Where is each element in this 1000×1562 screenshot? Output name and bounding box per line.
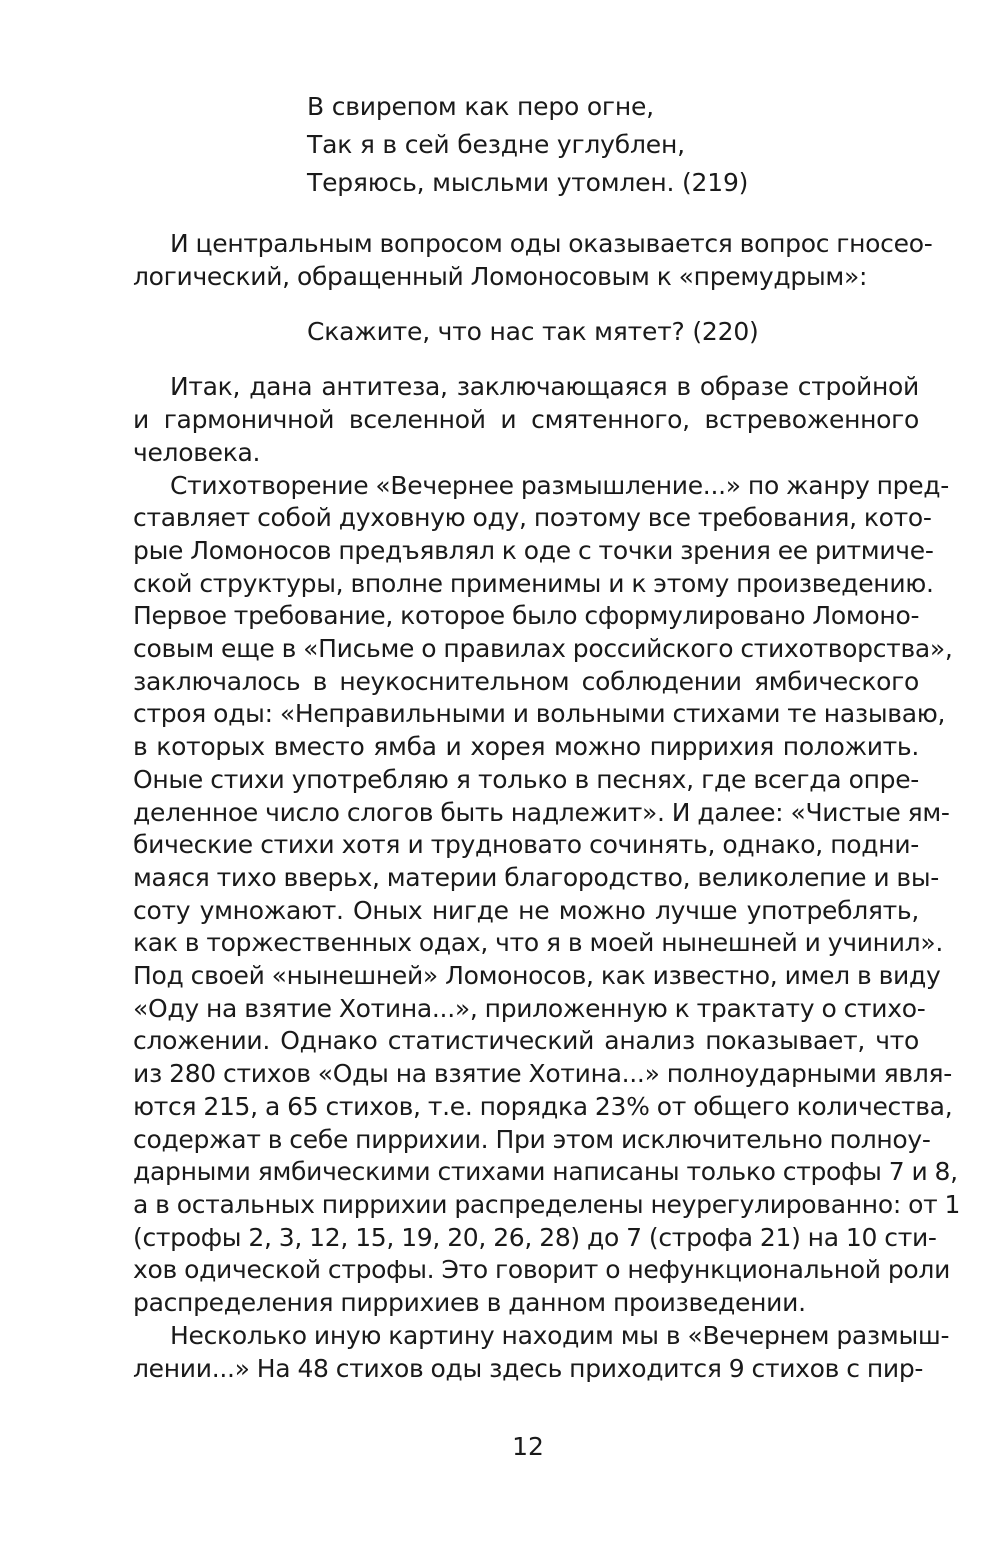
- verse-line: В свирепом как перо огне,: [307, 92, 654, 121]
- text-line: распределения пиррихиев в данном произведении.: [133, 1288, 806, 1318]
- text-line: как в торжественных одах, что я в моей нынешней и учинил».: [133, 928, 943, 958]
- text-line: Первое требование, которое было сформулировано Ломоно-: [133, 601, 920, 631]
- text-line: маяся тихо вверьх, материи благородство, великолепие и вы-: [133, 862, 940, 892]
- text-line: заключалось в неукоснительном соблюдении ямбического: [133, 666, 919, 696]
- paragraph-evening-meditation: [133, 1320, 950, 1385]
- text-line: и гармоничной вселенной и смятенного, встревоженного: [133, 405, 919, 435]
- verse-line: Теряюсь, мысльми утомлен. (219): [307, 168, 749, 197]
- text-line: бические стихи хотя и трудновато сочинять, однако, подни-: [133, 830, 919, 860]
- text-line: соту умножают. Оных нигде не можно лучше употреблять,: [133, 895, 919, 925]
- text-line: сложении. Однако статистический анализ показывает, что: [133, 1026, 919, 1056]
- text-line: а в остальных пиррихии распределены неурегулированно: от 1: [133, 1189, 961, 1219]
- text-line: дарными ямбическими стихами написаны только строфы 7 и 8,: [133, 1157, 958, 1187]
- text-line: строя оды: «Неправильными и вольными стихами те называю,: [133, 699, 946, 729]
- text-line: рые Ломоносов предъявлял к оде с точки зрения ее ритмиче-: [133, 535, 934, 565]
- verse-quote-219: [307, 88, 919, 202]
- text-line: ской структуры, вполне применимы и к этому произведению.: [133, 568, 934, 598]
- paragraph-antithesis: [133, 371, 919, 469]
- text-line: И центральным вопросом оды оказывается вопрос гносео-: [170, 229, 933, 258]
- text-line: Стихотворение «Вечернее размышление...» по жанру пред-: [170, 470, 949, 500]
- text-line: Несколько иную картину находим мы в «Вечернем размыш-: [170, 1320, 950, 1350]
- text-line: (строфы 2, 3, 12, 15, 19, 20, 26, 28) до 7 (строфа 21) на 10 сти-: [133, 1222, 937, 1252]
- paragraph-ode-genre: [133, 470, 961, 1320]
- page-number: 12: [512, 1432, 544, 1461]
- text-line: лении...» На 48 стихов оды здесь приходится 9 стихов с пир-: [133, 1353, 924, 1383]
- text-line: Под своей «нынешней» Ломоносов, как известно, имел в виду: [133, 961, 941, 991]
- text-line: ются 215, а 65 стихов, т.е. порядка 23% от общего количества,: [133, 1091, 953, 1121]
- page-body: [133, 88, 961, 1385]
- text-line: содержат в себе пиррихии. При этом исключительно полноу-: [133, 1124, 931, 1154]
- text-line: хов одической строфы. Это говорит о нефункциональной роли: [133, 1255, 951, 1285]
- text-line: «Оду на взятие Хотина...», приложенную к трактату о стихо-: [133, 993, 926, 1023]
- text-line: в которых вместо ямба и хорея можно пиррихия положить.: [133, 732, 919, 762]
- text-line: Оные стихи употребляю я только в песнях, где всегда опре-: [133, 764, 919, 794]
- text-line: Итак, дана антитеза, заключающаяся в образе стройной: [170, 372, 919, 402]
- paragraph-central-question: [133, 228, 933, 293]
- verse-line: Так я в сей бездне углублен,: [307, 130, 685, 159]
- text-line: деленное число слогов быть надлежит». И далее: «Чистые ям-: [133, 797, 950, 827]
- text-line: совым еще в «Письме о правилах российского стихотворства»,: [133, 634, 953, 664]
- verse-quote-220: Скажите, что нас так мятет? (220): [307, 317, 759, 347]
- text-line: ставляет собой духовную оду, поэтому все требования, кото-: [133, 503, 932, 533]
- text-line: человека.: [133, 437, 261, 467]
- text-line: логический, обращенный Ломоносовым к «премудрым»:: [133, 261, 868, 291]
- text-line: из 280 стихов «Оды на взятие Хотина...» полноударными явля-: [133, 1059, 952, 1089]
